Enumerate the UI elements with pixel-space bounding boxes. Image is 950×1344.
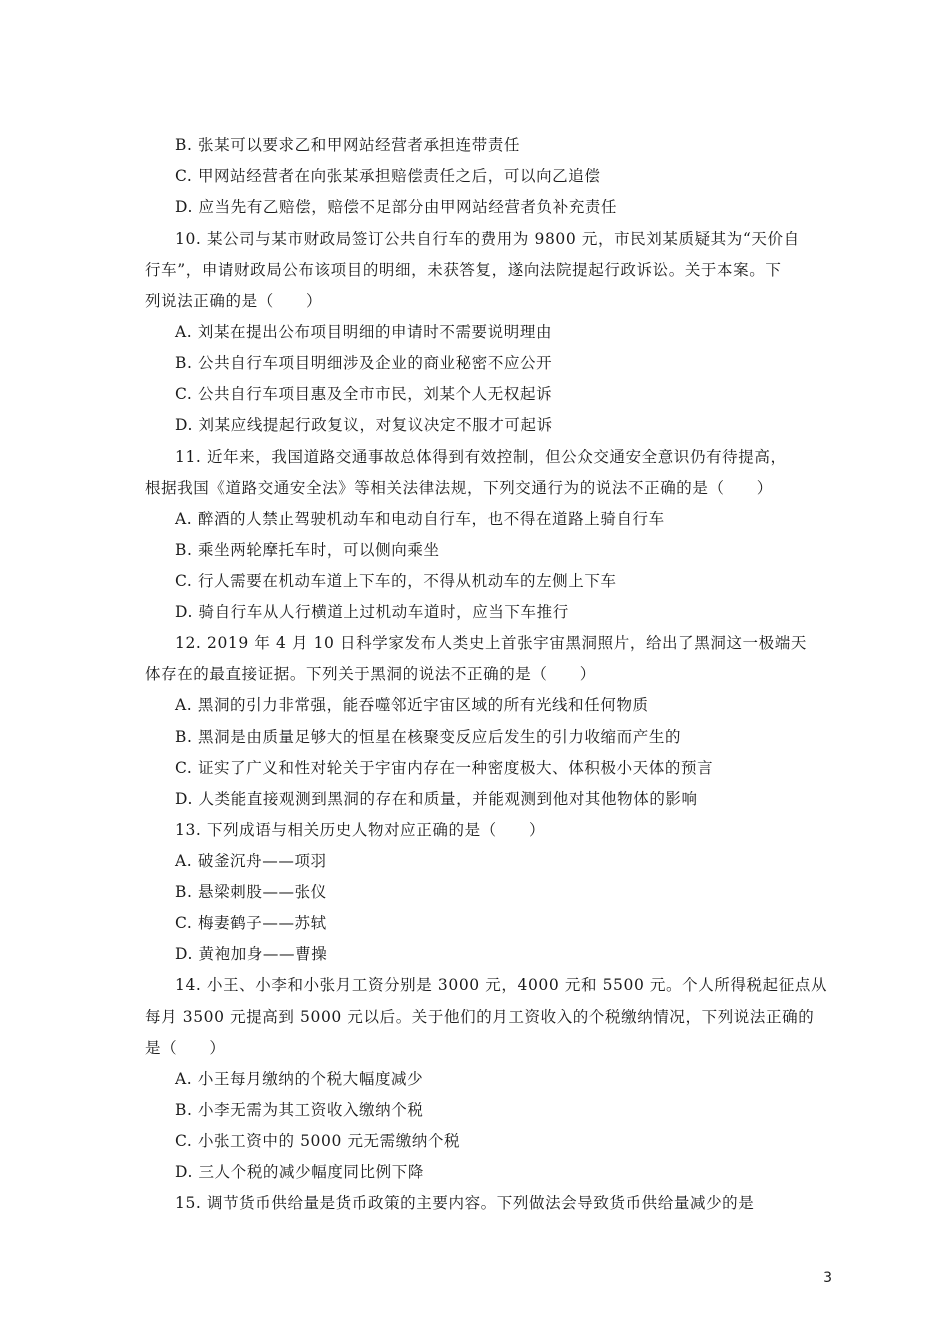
question-line: 根据我国《道路交通安全法》等相关法律法规，下列交通行为的说法不正确的是（ ） <box>145 479 773 497</box>
option-line: D. 应当先有乙赔偿，赔偿不足部分由甲网站经营者负补充责任 <box>175 198 618 216</box>
option-line: C. 梅妻鹤子——苏轼 <box>175 914 327 932</box>
question-line: 12. 2019 年 4 月 10 日科学家发布人类史上首张宇宙黑洞照片，给出了黑洞这一极端天 <box>175 634 807 652</box>
option-line: B. 乘坐两轮摩托车时，可以侧向乘坐 <box>175 541 440 559</box>
option-line: D. 刘某应线提起行政复议，对复议决定不服才可起诉 <box>175 416 553 434</box>
question-line: 每月 3500 元提高到 5000 元以后。关于他们的月工资收入的个税缴纳情况，下列说法正确的 <box>145 1008 815 1026</box>
question-line: 体存在的最直接证据。下列关于黑洞的说法不正确的是（ ） <box>145 665 596 683</box>
question-line: 列说法正确的是（ ） <box>145 292 323 310</box>
option-line: D. 人类能直接观测到黑洞的存在和质量，并能观测到他对其他物体的影响 <box>175 790 698 808</box>
option-line: B. 悬梁刺股——张仪 <box>175 883 327 901</box>
page-number: 3 <box>823 1270 832 1286</box>
option-line: C. 甲网站经营者在向张某承担赔偿责任之后，可以向乙追偿 <box>175 167 601 185</box>
option-line: B. 公共自行车项目明细涉及企业的商业秘密不应公开 <box>175 354 553 372</box>
option-line: C. 证实了广义和性对轮关于宇宙内存在一种密度极大、体积极小天体的预言 <box>175 759 714 777</box>
option-line: C. 小张工资中的 5000 元无需缴纳个税 <box>175 1132 461 1150</box>
option-line: C. 行人需要在机动车道上下车的，不得从机动车的左侧上下车 <box>175 572 617 590</box>
option-line: C. 公共自行车项目惠及全市市民，刘某个人无权起诉 <box>175 385 553 403</box>
option-line: A. 黑洞的引力非常强，能吞噬邻近宇宙区域的所有光线和任何物质 <box>175 696 649 714</box>
question-line: 是（ ） <box>145 1039 226 1057</box>
option-line: D. 三人个税的减少幅度同比例下降 <box>175 1163 424 1181</box>
question-line: 13. 下列成语与相关历史人物对应正确的是（ ） <box>175 821 546 839</box>
question-line: 11. 近年来，我国道路交通事故总体得到有效控制，但公众交通安全意识仍有待提高， <box>175 448 787 466</box>
question-line: 15. 调节货币供给量是货币政策的主要内容。下列做法会导致货币供给量减少的是 <box>175 1194 755 1212</box>
option-line: D. 骑自行车从人行横道上过机动车道时，应当下车推行 <box>175 603 569 621</box>
option-line: B. 张某可以要求乙和甲网站经营者承担连带责任 <box>175 136 521 154</box>
option-line: D. 黄袍加身——曹操 <box>175 945 328 963</box>
option-line: B. 黑洞是由质量足够大的恒星在核聚变反应后发生的引力收缩而产生的 <box>175 728 682 746</box>
option-line: B. 小李无需为其工资收入缴纳个税 <box>175 1101 424 1119</box>
question-line: 行车”，申请财政局公布该项目的明细，未获答复，遂向法院提起行政诉讼。关于本案。下 <box>145 261 782 279</box>
option-line: A. 破釜沉舟——项羽 <box>175 852 327 870</box>
question-line: 14. 小王、小李和小张月工资分别是 3000 元，4000 元和 5500 元。个人所得税起征点从 <box>175 976 828 994</box>
option-line: A. 刘某在提出公布项目明细的申请时不需要说明理由 <box>175 323 553 341</box>
option-line: A. 小王每月缴纳的个税大幅度减少 <box>175 1070 424 1088</box>
option-line: A. 醉酒的人禁止驾驶机动车和电动自行车，也不得在道路上骑自行车 <box>175 510 665 528</box>
question-line: 10. 某公司与某市财政局签订公共自行车的费用为 9800 元，市民刘某质疑其为“天价自 <box>175 230 800 248</box>
